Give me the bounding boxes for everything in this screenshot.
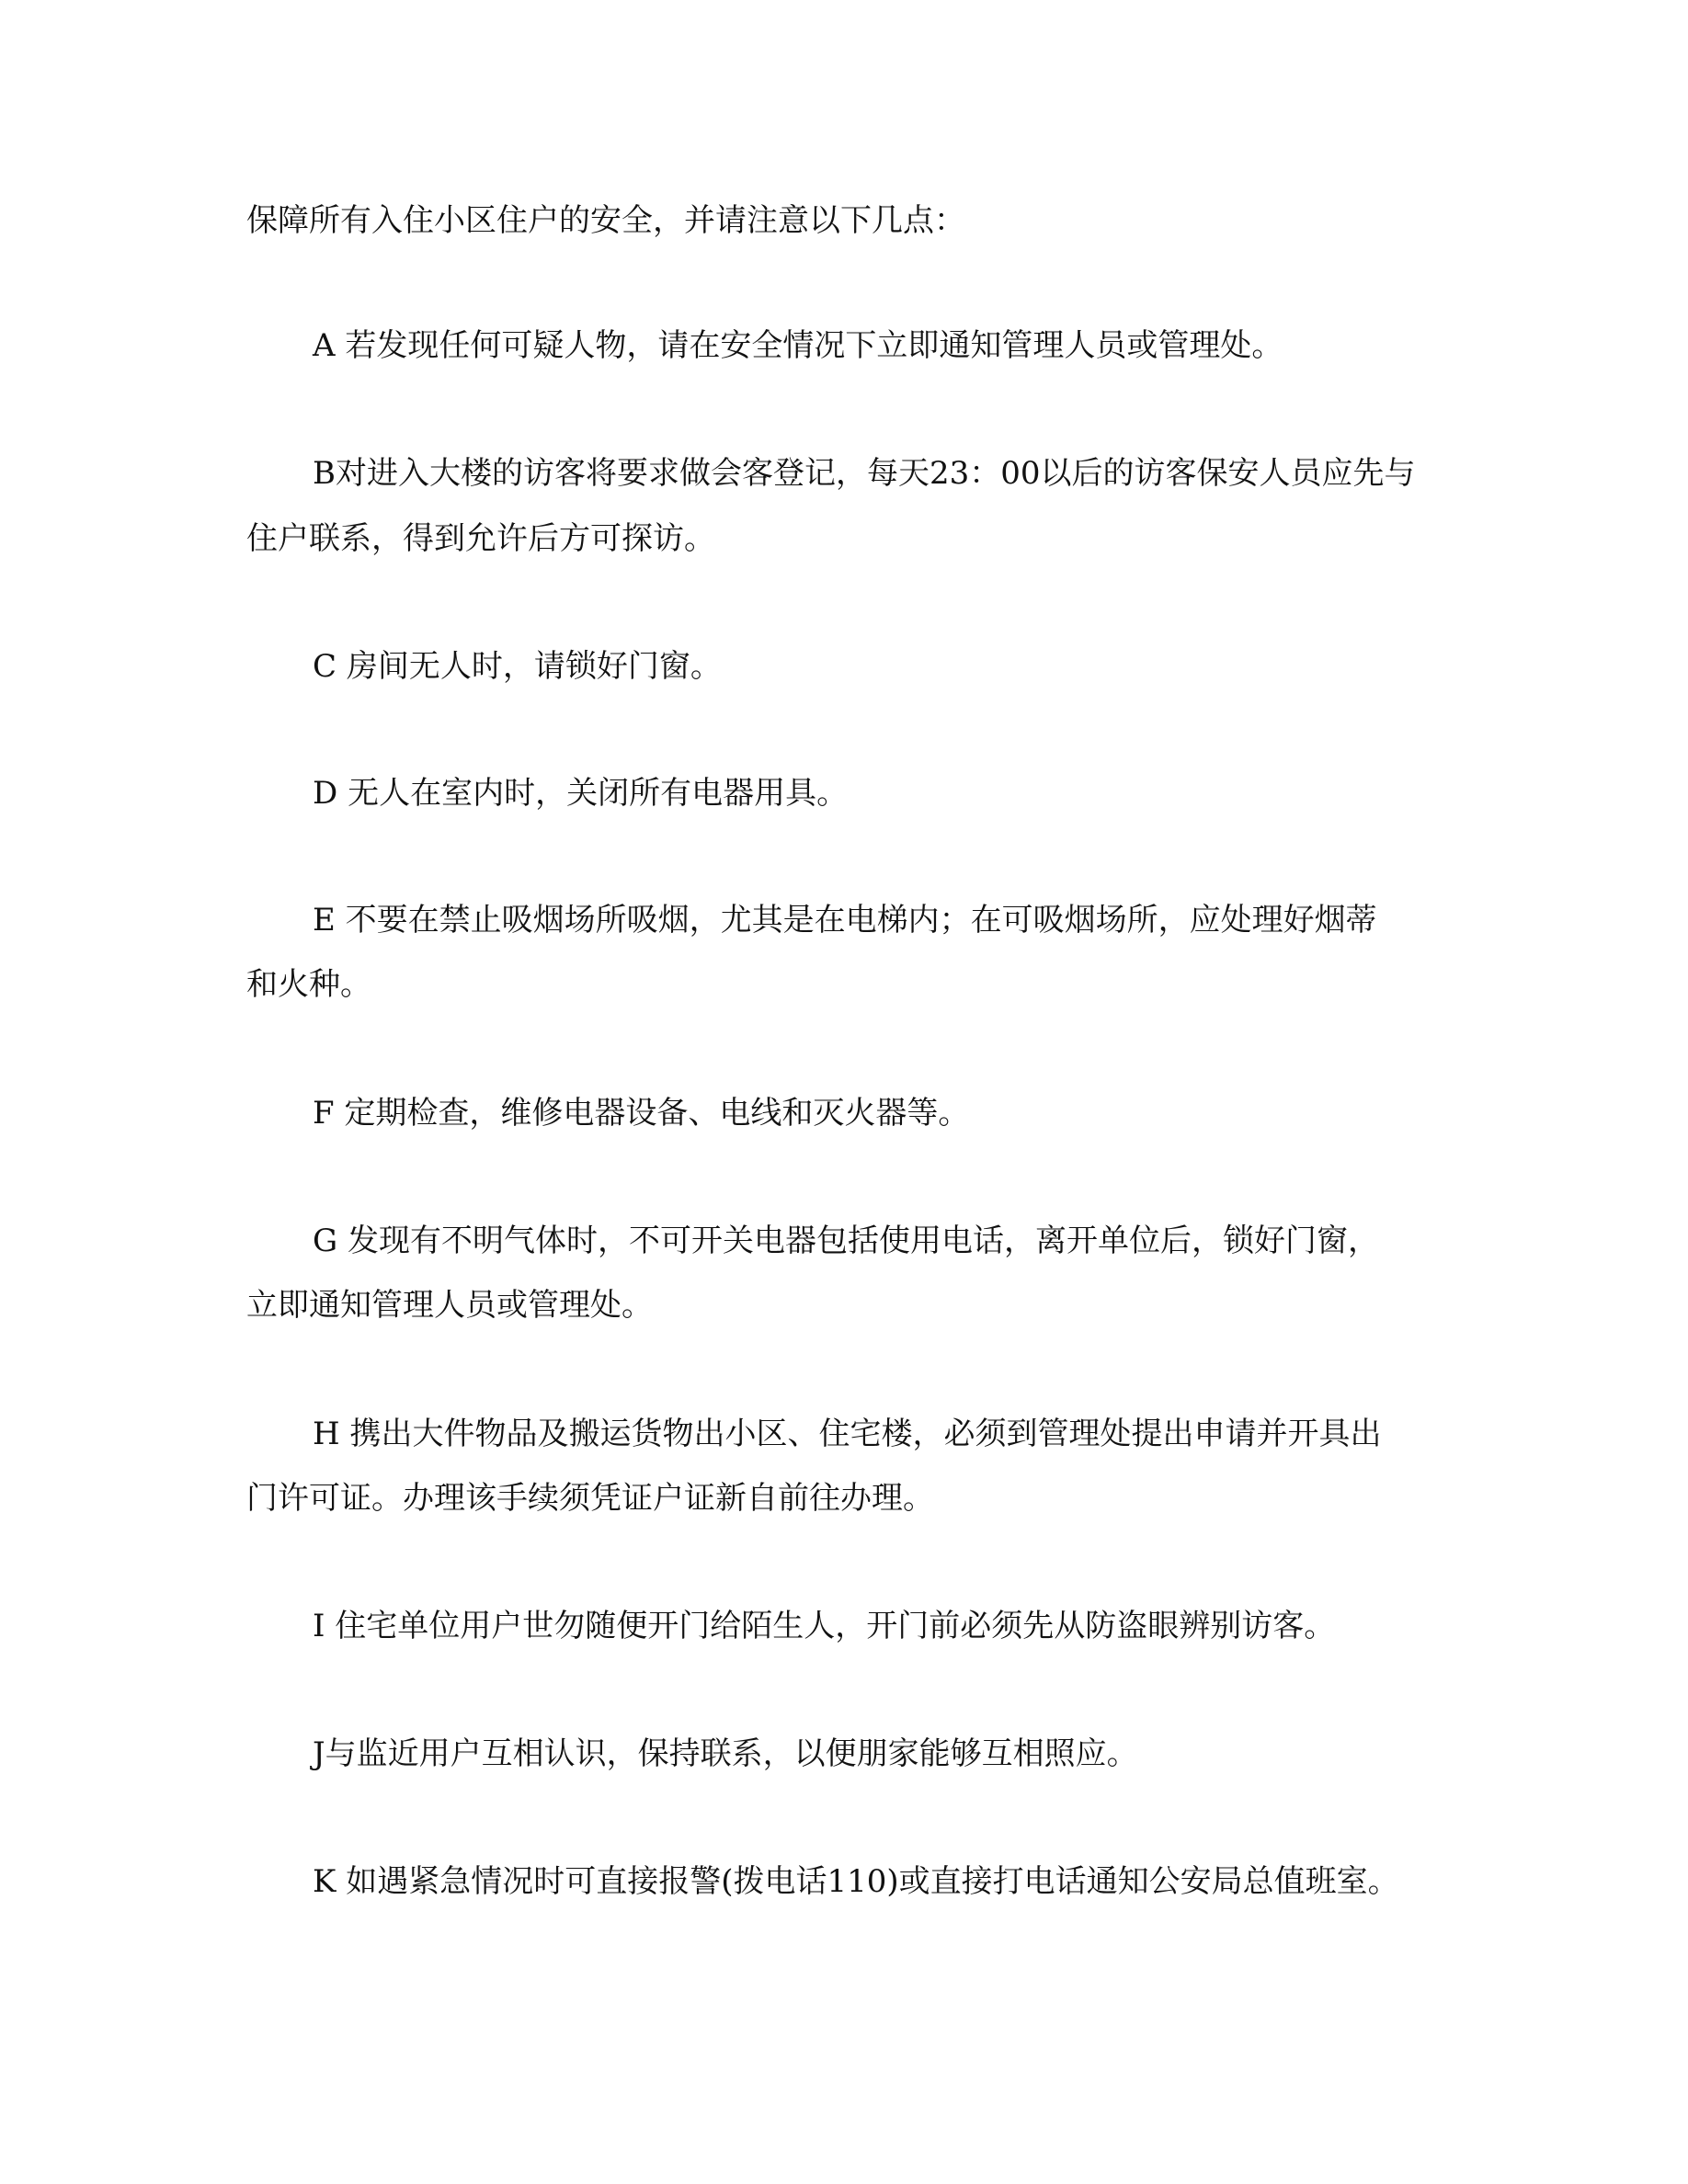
intro-paragraph: 保障所有入住小区住户的安全，并请注意以下几点： — [246, 202, 965, 239]
item-b-line-1: B对进入大楼的访客将要求做会客登记，每天23：00以后的访客保安人员应先与 — [313, 455, 1416, 492]
item-a: A 若发现任何可疑人物，请在安全情况下立即通知管理人员或管理处。 — [313, 327, 1283, 364]
item-k: K 如遇紧急情况时可直接报警(拨电话110)或直接打电话通知公安局总值班室。 — [313, 1863, 1399, 1900]
item-g-line-1: G 发现有不明气体时，不可开关电器包括使用电话，离开单位后，锁好门窗， — [313, 1223, 1379, 1259]
item-d: D 无人在室内时，关闭所有电器用具。 — [313, 775, 849, 812]
item-g-line-2: 立即通知管理人员或管理处。 — [246, 1287, 653, 1324]
item-h-line-2: 门许可证。办理该手续须凭证户证新自前往办理。 — [246, 1480, 934, 1517]
item-i: I 住宅单位用户世勿随便开门给陌生人，开门前必须先从防盗眼辨别访客。 — [313, 1608, 1336, 1644]
item-f: F 定期检查，维修电器设备、电线和灭火器等。 — [313, 1095, 970, 1132]
item-j: J与监近用户互相认识，保持联系，以便朋家能够互相照应。 — [313, 1735, 1138, 1772]
item-e-line-2: 和火种。 — [246, 966, 371, 1003]
item-c: C 房间无人时，请锁好门窗。 — [313, 648, 722, 685]
item-h-line-1: H 携出大件物品及搬运货物出小区、住宅楼，必须到管理处提出申请并开具出 — [313, 1416, 1382, 1452]
item-b-line-2: 住户联系，得到允许后方可探访。 — [246, 520, 715, 557]
item-e-line-1: E 不要在禁止吸烟场所吸烟，尤其是在电梯内；在可吸烟场所，应处理好烟蒂 — [313, 902, 1377, 938]
